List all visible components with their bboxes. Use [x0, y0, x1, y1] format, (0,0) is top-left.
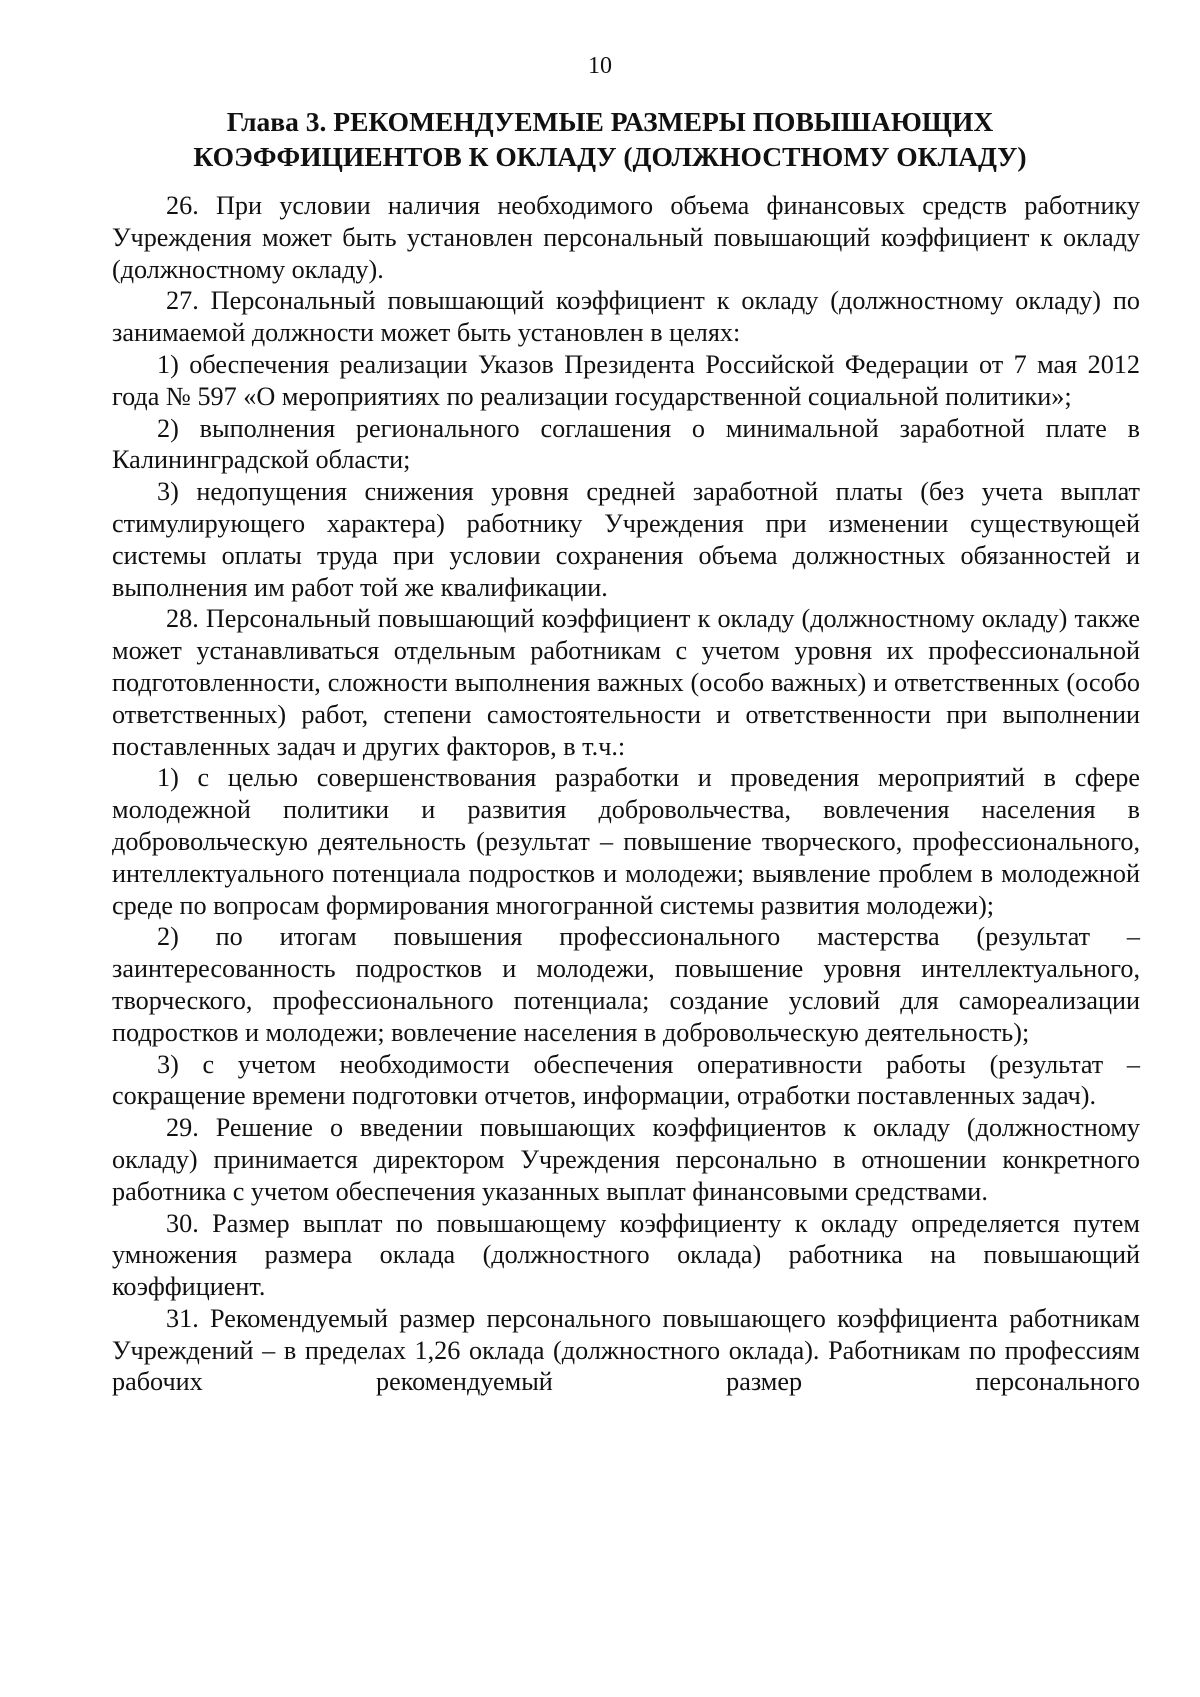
clause-27-item-2: 2) выполнения регионального соглашения о минимальной заработной плате в Калининградской области;: [112, 413, 1140, 475]
chapter-title-line-2: КОЭФФИЦИЕНТОВ К ОКЛАДУ (ДОЛЖНОСТНОМУ ОКЛАДУ): [193, 141, 1027, 172]
chapter-title: [150, 104, 1070, 174]
clause-30: 30. Размер выплат по повышающему коэффициенту к окладу определяется путем умножения размера оклада (должностного оклада) работника на повышающий коэффициент.: [112, 1208, 1140, 1302]
clause-28-item-2: 2) по итогам повышения профессионального мастерства (результат – заинтересованность подростков и молодежи, повышение уровня интеллектуального, творческого, профессионального потенциала; создание условий для самореализации подростков и молодежи; вовлечение населения в добровольческую деятельность);: [112, 922, 1140, 1047]
page-number: 10: [588, 53, 612, 79]
document-body: [112, 190, 1140, 1398]
clause-28: 28. Персональный повышающий коэффициент к окладу (должностному окладу) также может устанавливаться отдельным работникам с учетом уровня их профессиональной подготовленности, сложности выполнения важных (особо важных) и ответственных (особо ответственных) работ, степени самостоятельности и ответственности при выполнении поставленных задач и других факторов, в т.ч.:: [112, 604, 1140, 761]
clause-31: 31. Рекомендуемый размер персонального повышающего коэффициента работникам Учреждений – в пределах 1,26 оклада (должностного оклада). Работникам по профессиям рабочих рекомендуемый размер персонального: [112, 1303, 1140, 1397]
clause-29: 29. Решение о введении повышающих коэффициентов к окладу (должностному окладу) принимается директором Учреждения персонально в отношении конкретного работника с учетом обеспечения указанных выплат финансовыми средствами.: [112, 1113, 1140, 1206]
clause-28-item-3: 3) с учетом необходимости обеспечения оперативности работы (результат – сокращение времени подготовки отчетов, информации, отработки поставленных задач).: [112, 1049, 1140, 1111]
clause-27-item-3: 3) недопущения снижения уровня средней заработной платы (без учета выплат стимулирующего характера) работнику Учреждения при изменении существующей системы оплаты труда при условии сохранения объема должностных обязанностей и выполнения им работ той же квалификации.: [112, 477, 1140, 602]
chapter-title-line-1: Глава 3. РЕКОМЕНДУЕМЫЕ РАЗМЕРЫ ПОВЫШАЮЩИХ: [226, 106, 994, 137]
clause-27: 27. Персональный повышающий коэффициент к окладу (должностному окладу) по занимаемой должности может быть установлен в целях:: [112, 286, 1140, 348]
clause-28-item-1: 1) с целью совершенствования разработки и проведения мероприятий в сфере молодежной политики и развития добровольчества, вовлечения населения в добровольческую деятельность (результат – повышение творческого, профессионального, интеллектуального потенциала подростков и молодежи; выявление проблем в молодежной среде по вопросам формирования многогранной системы развития молодежи);: [112, 763, 1140, 920]
clause-27-item-1: 1) обеспечения реализации Указов Президента Российской Федерации от 7 мая 2012 года № 597 «О мероприятиях по реализации государственной социальной политики»;: [112, 349, 1140, 411]
clause-26: 26. При условии наличия необходимого объема финансовых средств работнику Учреждения может быть установлен персональный повышающий коэффициент к окладу (должностному окладу).: [112, 191, 1140, 284]
